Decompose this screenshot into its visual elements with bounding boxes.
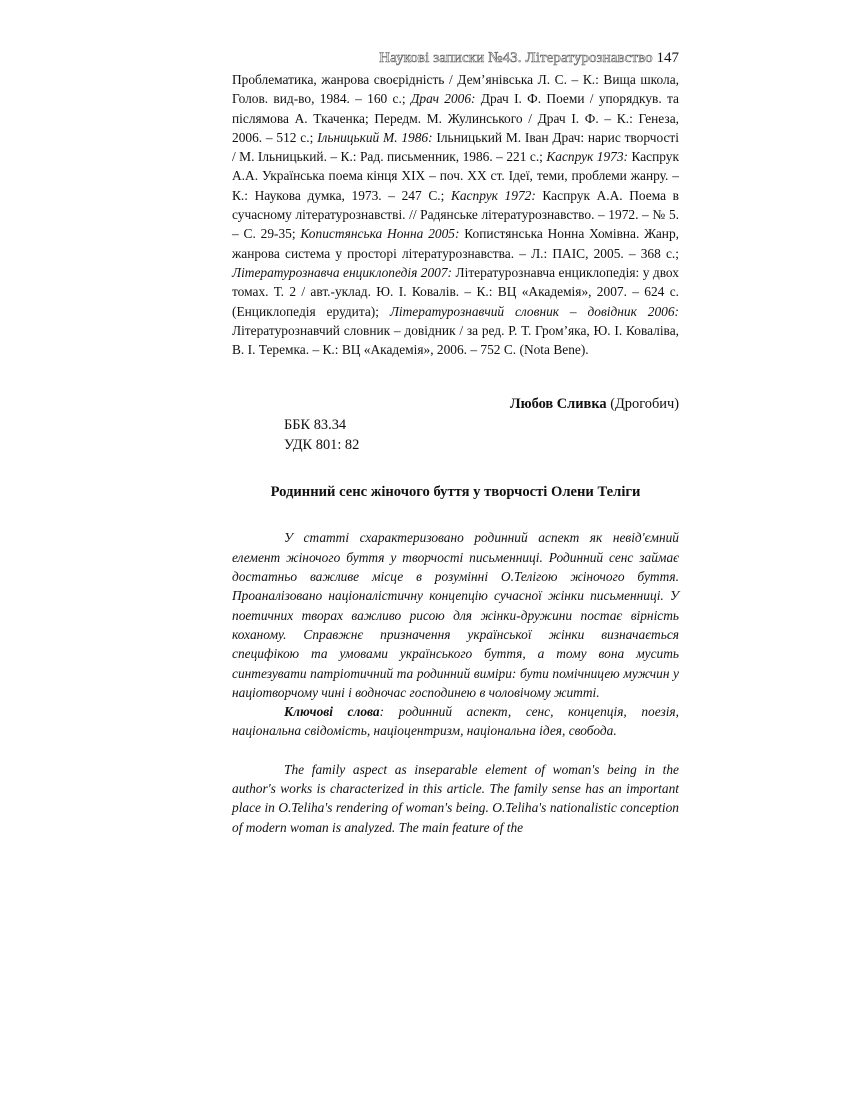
author-name: Любов Сливка	[509, 396, 607, 413]
abstract-ua-text: У статті схарактеризовано родинний аспект як невід'ємний елемент жіночого буття у творчості письменниці. Родинний сенс займає достатньо важливе місце в розумінні О.Телігою жіночого буття. Проаналізовано націоналістичну концепцію сучасної жінки письменниці. У поетичних творах важливо рисою для жінки-дружини постає вірність коханому. Справжнє призначення української жінки визначається специфікою та умовами українського буття, а тому вона мусить синтезувати патріотичний та родинний виміри: бути помічницею мужчин у націотворчому чині і водночас господинею в чоловічому житті.	[232, 530, 679, 700]
abstract-en-text: The family aspect as inseparable element of woman's being in the author's works is characterized in this article. The family sense has an important place in O.Teliha's rendering of woman's being. O.Teliha's nationalistic conception of modern woman is analyzed. The main feature of the	[232, 761, 679, 835]
page-number: 147	[656, 50, 679, 66]
abstract-english	[232, 760, 679, 837]
abstract-ukrainian	[232, 528, 679, 740]
author-city: (Дрогобич)	[610, 396, 679, 413]
reference-entry: Літературознавчий словник – довідник 2006: Літературознавчий словник – довідник / за ред. Р. Т. Гром’яка, Ю. І. Коваліва, В. І. Теремка. – К.: ВЦ «Академія», 2006. – 752 С. (Nota Bene).	[232, 303, 679, 358]
keywords-label: Ключові слова	[284, 704, 380, 720]
reference-entry: Драч 2006: Драч І. Ф. Поеми / упорядкув. та післямова А. Ткаченка; Передм. М. Жулинського / Драч І. Ф. – К.: Генеза, 2006. – 512 с.;	[232, 91, 679, 145]
reference-entry: Каспрук 1972: Каспрук А.А. Поема в сучасному літературознавстві. // Радянське літературознавство. – 1972. – № 5. – С. 29-35;	[232, 187, 680, 242]
journal-title: Наукові записки №43. Літературознавство	[379, 50, 653, 66]
classification-codes	[284, 416, 679, 455]
bbk-code: ББК 83.34	[284, 417, 347, 434]
keywords-text: : родинний аспект, сенс, концепція, поезія, національна свідомість, націоцентризм, національна ідея, свобода.	[232, 704, 679, 739]
article-title: Родинний сенс жіночого буття у творчості Олени Теліги	[270, 484, 641, 501]
reference-entry: Ільницький М. 1986: Ільницький М. Іван Драч: нарис творчості / М. Ільницький. – К.: Рад. письменник, 1986. – 221 с.;	[232, 129, 679, 165]
references-block	[232, 70, 679, 359]
udk-code: УДК 801: 82	[284, 436, 360, 453]
reference-entry: Літературознавча енциклопедія 2007: Літературознавча енциклопедія: у двох томах. Т. 2 / авт.-уклад. Ю. І. Ковалів. – К.: ВЦ «Академія», 2007. – 624 с. (Енциклопедія ерудита);	[232, 264, 679, 319]
reference-entry: Копистянська Нонна 2005: Копистянська Нонна Хомівна. Жанр, жанрова система у просторі літературознавства. – Л.: ПАІС, 2005. – 368 с.;	[232, 226, 679, 261]
author-line	[232, 394, 679, 414]
reference-entry: Проблематика, жанрова своєрідність / Дем’янівська Л. С. – К.: Вища школа, Голов. вид-во, 1984. – 160 с.;	[232, 72, 679, 107]
running-header	[232, 48, 679, 68]
keywords-paragraph	[232, 702, 679, 741]
document-page	[232, 48, 679, 837]
reference-entry: Каспрук 1973: Каспрук А.А. Українська поема кінця XIX – поч. XX ст. Ідеї, теми, проблеми жанру. – К.: Наукова думка, 1973. – 247 С.;	[232, 149, 679, 203]
